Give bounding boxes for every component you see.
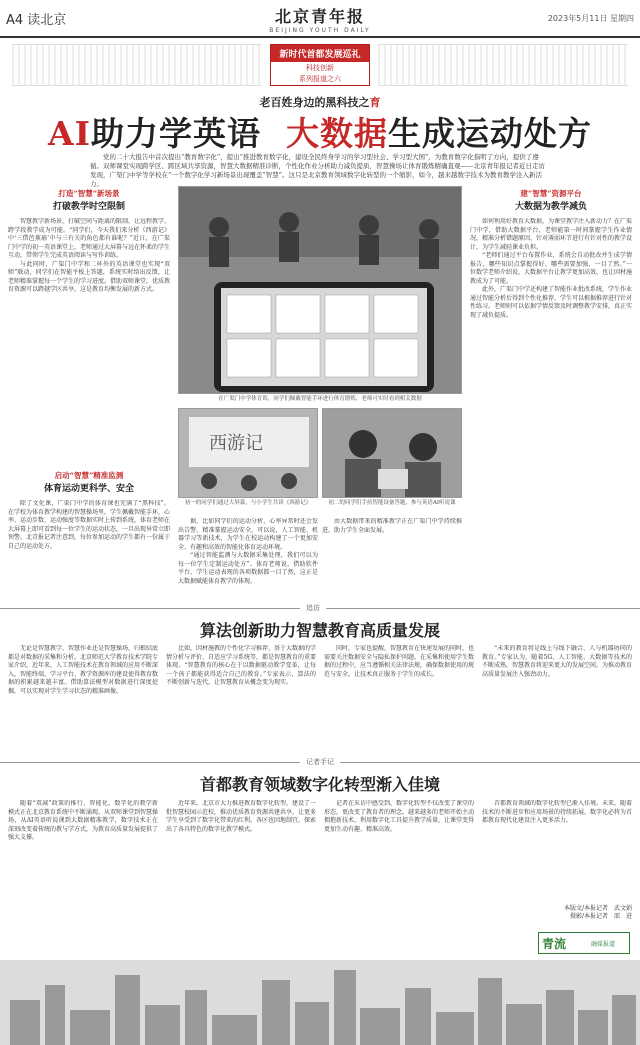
left-subhead-1 — [8, 188, 170, 212]
section2-col-4 — [482, 800, 632, 900]
photo-caption-1: 在广渠门中学体育馆，同学们佩戴智能手环进行体育锻炼，老师可实时看到相关数据 — [218, 396, 422, 402]
byline-writer: 本版文/本报记者 武文娟 — [563, 905, 632, 912]
kicker-text: 老百姓身边的黑科技之 — [259, 96, 370, 109]
section1-col-4 — [482, 645, 632, 755]
left-subhead-2 — [8, 470, 170, 494]
byline — [482, 905, 632, 921]
right-column-text — [470, 218, 632, 600]
section2-col-1 — [8, 800, 158, 950]
headline-part2: 助力学英语 — [91, 114, 262, 153]
article-paragraph: 如何利用好教育大数据，为课堂教学注入新动力？在广渠门中学，借助大数据平台，老师能第一时间掌握学生作业情况，精准分析错题原因，针对薄弱环节进行有针对性的教学设计，为学生减轻课业负担。 — [470, 218, 632, 251]
media-logo-side: 融媒报道 — [591, 941, 616, 948]
masthead-subtitle: BEIJING YOUTH DAILY — [269, 27, 371, 34]
article-paragraph: 首都教育领域的数字化转型已渐入佳境。未来，随着技术的不断进步和应用场景的持续拓展，数字化必将为首都教育现代化建设注入更多活力。 — [482, 800, 632, 824]
page-section-label: A4 读北京 — [6, 13, 67, 28]
left-subhead-2-black: 体育运动更科学、安全 — [43, 484, 134, 494]
right-subhead-red: 建“智慧”资源平台 — [520, 189, 582, 198]
series-badge — [270, 44, 370, 86]
center-column-text-2 — [322, 518, 462, 600]
media-logo — [538, 932, 630, 954]
svg-text:西游记: 西游记 — [209, 433, 263, 454]
left-column-text-2 — [8, 500, 170, 600]
article-paragraph: 同时，专家也提醒，智慧教育在快速发展的同时，也需要关注数据安全与隐私保护问题。在采集和使用学生数据的过程中，应当遵循相关法律法规，确保数据使用的规范与安全，让技术真正服务于学生的成长。 — [324, 645, 474, 678]
masthead — [250, 4, 390, 34]
article-paragraph: “未来的教育将是线上与线下融合、人与机器协同的教育。”专家认为，随着5G、人工智能、大数据等技术的不断成熟，智慧教育将迎来更大的发展空间，为推动教育高质量发展注入强劲动力。 — [482, 645, 632, 678]
right-subhead-black: 大数据为教学减负 — [514, 202, 587, 212]
section2-col-2 — [166, 800, 316, 950]
photo-caption-2: 初一的同学们通过大屏幕，与小学生共读《西游记》 — [184, 500, 312, 506]
series-line2: 系列报道之六 — [299, 75, 341, 83]
left-subhead-1-red: 打造“智慧”新场景 — [58, 189, 120, 198]
article-paragraph: 据，比如同学们的运动分析、心率异常时还会发出告警，精准掌握运动安全，可以说，人工智能、机器学习等新技术，为学生在校运动构建了一个更加安全、有趣和高效的智能化体育运动环境。 — [178, 518, 318, 551]
lead-paragraph: 党的二十大报告中首次提出“教育数字化”，提出“推进教育数字化，建设全民终身学习的学习型社会、学习型大国”，为教育数字化指明了方向，提供了遵循。双师课堂实现跨学区、跨区域共享资源，智慧大数据精准诊断，个性化作业分析助力减负提质，智慧操场让体育锻炼精确直观——北京青年报记者近日走访发现，广渠门中学等学校在“一个数字化学习新场景出现覆盖”智慧”。这只是北京教育领域数字化转型的一个缩影，如今，越来越数字技术为教育教学注入新活力。 — [90, 153, 545, 188]
left-subhead-1-black: 打破教学时空限制 — [52, 202, 125, 212]
article-paragraph: “通过智能监测与大数据采集处理，我们可以为每一位学生定制运动处方”。体育老师说，借助软件平台，学生运动表现的各项数据都一目了然，这正是大数据赋能体育教学的体现。 — [178, 552, 318, 585]
article-paragraph: 近年来，北京市大力推进教育数字化转型，建设了一批智慧校园示范校，推动优质教育资源共建共享，让更多学生享受到了数字化带来的红利。各区也因地制宜，探索出了各具特色的数字化教学模式。 — [166, 800, 316, 833]
section1-col-2 — [166, 645, 316, 755]
photo-caption-3: 初二的同学们手持智能设备答题，参与英语AI听说课 — [328, 500, 456, 506]
headline-part4: 生成运动处方 — [388, 114, 593, 153]
article-paragraph: 随着“双减”政策的推行，智能化、数字化的教学新模式正在北京教育系统中不断涌现。从双师课堂到智慧操场，从AI英语听说课到大数据精准教学，数字技术正在深刻改变着传统的教与学方式，为教育高质量发展提供了强大支撑。 — [8, 800, 158, 841]
article-paragraph: 智慧教学新场景，打破空间与距离的限制，让远程教学、跨学段教学成为可能。“同学们，今天我们来分析《西游记》中‘三借芭蕉扇’中与三有关的角色都有谁呢？”近日，在广渠门中学的初一英语课堂上，老师通过大屏幕与远在怀柔的学生互动，带领学生完成英语阅读与写作训练。 — [8, 218, 170, 259]
series-title: 新时代首都发展巡礼 — [271, 45, 369, 62]
article-paragraph: “老师们通过平台布置作业，系统会自动批改并生成学情报告，哪些知识点掌握得好、哪些需要加强，一目了然。”一位数学老师介绍说，大数据平台让教学更加高效，也让因材施教成为了可能。 — [470, 252, 632, 285]
masthead-title: 北京青年报 — [274, 7, 365, 26]
center-column-text-1 — [178, 518, 318, 600]
section-title-2: 首都教育领域数字化转型渐入佳境 — [199, 775, 440, 794]
section-title-1: 算法创新助力智慧教育高质量发展 — [199, 621, 440, 640]
section-divider-2 — [0, 758, 640, 766]
footer-skyline-photo — [0, 960, 640, 1045]
byline-photographer: 摄影/本报记者 邵 进 — [569, 913, 632, 920]
section1-col-3 — [324, 645, 474, 755]
issue-date: 2023年5月11日 星期四 — [547, 14, 634, 23]
headline-part3: 大数据 — [286, 114, 389, 153]
photo-classroom-reading — [178, 408, 318, 498]
series-line1: 科技创新 — [306, 64, 334, 72]
right-subhead — [470, 188, 632, 212]
photo-english-class — [322, 408, 462, 498]
kicker-highlight: 育 — [369, 96, 381, 109]
section-divider-1 — [0, 604, 640, 612]
section-tag-2: 记者手记 — [300, 757, 340, 767]
section2-col-3 — [324, 800, 474, 950]
article-paragraph: 此外，广渠门中学还构建了智能作业批改系统，学生作业通过智能分析后得到个性化推荐，学生可以根据推荐进行针对性练习。老师则可以依据学情反馈及时调整教学安排，真正实现了减负提质。 — [470, 286, 632, 319]
media-logo-main: 青流 — [542, 937, 567, 951]
page-header — [0, 0, 640, 38]
section1-col-1 — [8, 645, 158, 755]
left-subhead-2-red: 启动“智慧”精准监测 — [54, 471, 124, 480]
left-column-text-1 — [8, 218, 170, 463]
article-paragraph: 记者在采访中感受到，数字化转型不仅改变了课堂的形态，更改变了教育者的理念。越来越多的老师开始主动拥抱新技术，利用数字化工具提升教学质量，让课堂变得更加生动有趣、精准高效。 — [324, 800, 474, 833]
decorative-stripe-left — [12, 44, 262, 86]
section-tag-1: 追访 — [300, 603, 326, 613]
photo-sports-hall — [178, 186, 462, 394]
decorative-stripe-right — [378, 44, 628, 86]
article-paragraph: 无论是智慧教学、智慧作业还是智慧操场，归根结底都是对数据的采集和分析。北京师范大学教育技术学院专家介绍，近年来，人工智能技术在教育领域的应用不断深入，智能终端、学习平台、教学资源库的建设使得教育数据的积累越来越丰富。借助算法模型对数据进行深度挖掘，可以实现对学生学习状态的精准画像。 — [8, 645, 158, 695]
article-paragraph: 除了文化课，广渠门中学的体育课也充满了“黑科技”。在学校为体育教学构建的智慧操场里，学生佩戴智能手环，心率、运动步数、运动强度等数据实时上传到系统，体育老师在大屏幕上即可看到每一位学生的运动状态，一旦出现异常立即预警。北青报记者注意到，每位参加运动的学生都有一份属于自己的运动处方。 — [8, 500, 170, 550]
main-headline — [0, 108, 640, 155]
article-paragraph: 与此同时，广渠门中学和二环外的英语课堂也实现“双师”联动，同学们在智能平板上答题，系统实时给出反馈，让老师精准掌握每一个学生的学习进度。借助双师课堂，优质教育资源可以跨越学区共享，这是教育均衡发展的新方式。 — [8, 260, 170, 293]
article-paragraph: 比如，因材施教的个性化学习推荐、基于大数据的学情分析与评价、自适应学习系统等，都是智慧教育的重要体现。“智慧教育的核心在于以数据驱动教学变革，让每一个孩子都能获得适合自己的教育。”专家表示，算法的不断创新与迭代，让智慧教育从概念变为现实。 — [166, 645, 316, 686]
article-paragraph: 由大数据带来的精准教学正在广渠门中学持续推进，助力学生全面发展。 — [322, 518, 462, 534]
headline-part1: AI — [47, 114, 92, 153]
